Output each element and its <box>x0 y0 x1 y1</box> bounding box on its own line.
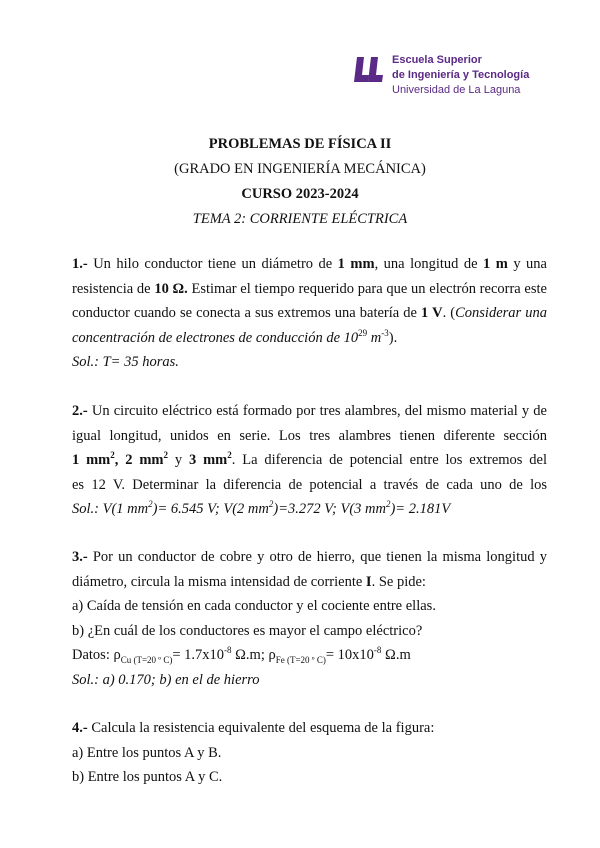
text: = 1.7x10 <box>172 647 225 663</box>
logo-line-2: de Ingeniería y Tecnología <box>392 69 530 81</box>
exponent: 29 <box>358 327 368 338</box>
logo-line-1: Escuela Superior <box>392 54 482 66</box>
problem-2-solution <box>72 497 547 522</box>
logo-text <box>392 53 529 98</box>
text: Ω.m <box>381 647 411 663</box>
problem-1-line-2 <box>72 277 547 302</box>
section-3: 3 mm <box>188 452 228 468</box>
value-length: 1 m <box>483 256 508 272</box>
text: = 10x10 <box>325 647 374 663</box>
problem-3-solution: Sol.: a) 0.170; b) en el de hierro <box>72 671 260 688</box>
exponent: -8 <box>224 645 232 656</box>
problem-3-line-2 <box>72 570 547 595</box>
problem-4-part-b: b) Entre los puntos A y C. <box>72 769 223 785</box>
exponent: 2 <box>110 450 115 461</box>
exponent: 2 <box>227 450 232 461</box>
problem-1-line-3 <box>72 301 547 326</box>
problem-1 <box>72 252 547 375</box>
text: diámetro, circula la misma intensidad de corriente <box>72 573 366 590</box>
problem-1-number: 1.- <box>72 256 88 272</box>
logo-line-3: Universidad de La Laguna <box>392 84 521 96</box>
problem-3-line-1 <box>72 545 547 570</box>
problem-1-solution: Sol.: T= 35 horas. <box>72 354 179 370</box>
section-2: 2 mm <box>125 452 164 468</box>
problem-2-line-2: igual longitud, unidos en serie. Los tres alambres tienen diferente sección <box>72 427 547 444</box>
text: Un circuito eléctrico está formado por tres alambres, del mismo material y de <box>87 403 547 419</box>
subscript: Cu (T=20 º C) <box>120 654 173 665</box>
text: Datos: ρ <box>72 647 121 663</box>
text: Calcula la resistencia equivalente del esquema de la figura: <box>87 720 435 736</box>
current-symbol: I <box>365 573 372 590</box>
subscript: Fe (T=20 º C) <box>275 654 326 665</box>
document-header <box>0 132 600 232</box>
text: )= 6.545 V; V(2 mm <box>152 501 269 517</box>
problem-4 <box>72 716 547 790</box>
problem-3-data <box>72 643 547 668</box>
problem-4-part-a: a) Entre los puntos A y B. <box>72 744 222 761</box>
section-1: 1 mm <box>72 452 111 468</box>
problem-1-line-1 <box>72 252 547 277</box>
text: m <box>367 329 382 346</box>
text: Considerar una <box>455 305 547 321</box>
problem-3-part-a: a) Caída de tensión en cada conductor y el cociente entre ellas. <box>72 598 436 614</box>
text: )= 2.181V <box>390 501 451 517</box>
exponent: 2 <box>268 499 274 510</box>
problem-2-number: 2.- <box>72 403 88 419</box>
text: Estimar el tiempo requerido para que un electrón recorra este <box>187 280 547 297</box>
topic-title: TEMA 2: CORRIENTE ELÉCTRICA <box>192 211 408 227</box>
text: conductor cuando se conecta a sus extremos una batería de <box>72 305 422 321</box>
exponent: 2 <box>148 499 153 510</box>
text: , <box>114 452 126 468</box>
problem-3-number: 3.- <box>72 549 88 565</box>
exponent: -8 <box>373 645 382 656</box>
text: concentración de electrones de conducción de 10 <box>72 329 359 346</box>
value-diameter: 1 mm <box>337 256 375 272</box>
text: . ( <box>442 305 456 321</box>
problem-2-line-3 <box>72 448 547 473</box>
ull-logo-icon <box>354 57 384 83</box>
text: Sol.: V(1 mm <box>72 501 149 517</box>
exponent: 2 <box>163 450 169 461</box>
text: )=3.272 V; V(3 mm <box>273 501 386 517</box>
document-title: PROBLEMAS DE FÍSICA II <box>208 136 392 152</box>
problem-3 <box>72 545 547 692</box>
text: Un hilo conductor tiene un diámetro de <box>87 256 338 272</box>
text: , una longitud de <box>374 256 484 272</box>
text: y una <box>507 256 547 272</box>
ull-logo <box>354 53 554 99</box>
text: ). <box>388 329 398 346</box>
text: y <box>168 452 189 468</box>
problem-2 <box>72 399 547 522</box>
problem-2-line-1 <box>72 399 547 424</box>
problem-4-line-1 <box>72 716 547 741</box>
text: Ω.m; ρ <box>231 647 276 663</box>
problem-2-line-4: es 12 V. Determinar la diferencia de potencial a través de cada uno de los <box>72 476 547 493</box>
exponent: 2 <box>385 499 391 510</box>
text: . La diferencia de potencial entre los extremos del <box>231 452 547 468</box>
course-year: CURSO 2023-2024 <box>241 186 359 202</box>
problem-1-line-4 <box>72 326 547 351</box>
text: resistencia de <box>72 280 155 297</box>
value-voltage: 1 V <box>421 305 443 321</box>
problem-4-number: 4.- <box>72 720 88 736</box>
exponent: -3 <box>381 327 389 338</box>
problem-3-part-b: b) ¿En cuál de los conductores es mayor el campo eléctrico? <box>72 622 423 639</box>
value-resistance: 10 Ω. <box>154 280 188 297</box>
degree-name: (GRADO EN INGENIERÍA MECÁNICA) <box>174 161 426 177</box>
text: Por un conductor de cobre y otro de hierro, que tienen la misma longitud y <box>87 549 547 565</box>
text: . Se pide: <box>371 573 426 590</box>
